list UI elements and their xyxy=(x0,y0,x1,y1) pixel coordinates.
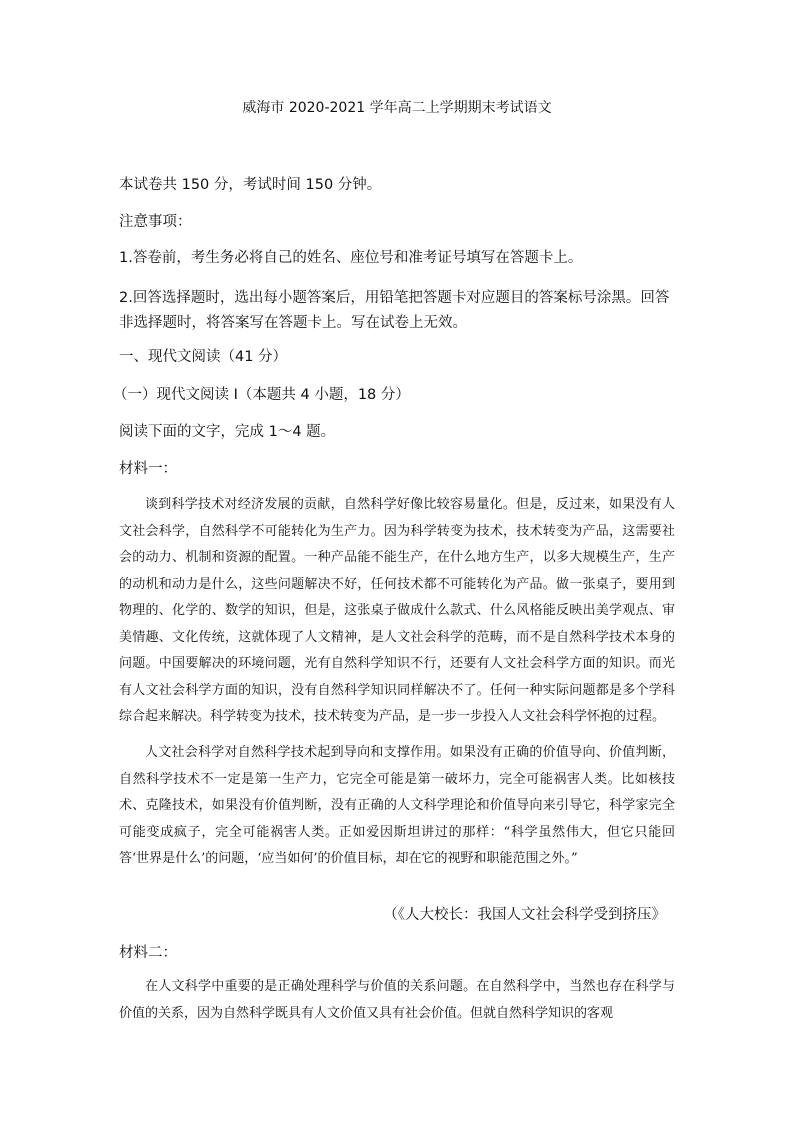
material-2-paragraph-1: 在人文科学中重要的是正确处理科学与价值的关系问题。在自然科学中，当然也存在科学与价值的关系，因为自然科学既具有人文价值又具有社会价值。但就自然科学知识的客观 xyxy=(119,979,675,1021)
material-1-source: （《人大校长：我国人文社会科学受到挤压》 xyxy=(383,907,666,923)
notice-item-2: 2.回答选择题时，选出每小题答案后，用铅笔把答题卡对应题目的答案标号涂黑。回答非选择题时，将答案写在答题卡上。写在试卷上无效。 xyxy=(119,290,670,331)
notice-heading: 注意事项： xyxy=(119,214,192,230)
subsection-heading: （一）现代文阅读 Ⅰ（本题共 4 小题，18 分） xyxy=(113,387,410,403)
material-2-label: 材料二： xyxy=(119,945,177,961)
material-1-paragraph-1: 谈到科学技术对经济发展的贡献，自然科学好像比较容易量化。但是，反过来，如果没有人文社会科学，自然科学不可能转化为生产力。因为科学转变为技术，技术转变为产品，这需要社会的动力、机制和资源的配置。一种产品能不能生产，在什么地方生产，以多大规模生产，生产的动机和动力是什么，这些问题解决不好，任何技术都不可能转化为产品。做一张桌子，要用到物理的、化学的、数学的知识，但是，这张桌子做成什么款式、什么风格能反映出美学观点、审美情趣、文化传统，这就体现了人文精神，是人文社会科学的范畴，而不是自然科学技术本身的问题。中国要解决的环境问题，光有自然科学知识不行，还要有人文社会科学方面的知识。而光有人文社会科学方面的知识，没有自然科学知识同样解决不了。任何一种实际问题都是多个学科综合起来解决。科学转变为技术，技术转变为产品，是一步一步投入人文社会科学怀抱的过程。 xyxy=(119,497,675,724)
material-1-label: 材料一： xyxy=(119,461,177,477)
section-heading: 一、现代文阅读（41 分） xyxy=(119,349,288,365)
material-1-paragraph-2: 人文社会科学对自然科学技术起到导向和支撑作用。如果没有正确的价值导向、价值判断，自然科学技术不一定是第一生产力，它完全可能是第一破坏力，完全可能祸害人类。比如核技术、克隆技术，如果没有价值判断，没有正确的人文科学理论和价值导向来引导它，科学家完全可能变成疯子，完全可能祸害人类。正如爱因斯坦讲过的那样：“科学虽然伟大，但它只能回答‘世界是什么’的问题，‘应当如何’的价值目标，却在它的视野和职能范围之外。” xyxy=(119,745,675,866)
document-title: 威海市 2020-2021 学年高二上学期期末考试语文 xyxy=(242,100,552,116)
notice-item-1: 1.答卷前，考生务必将自己的姓名、座位号和准考证号填写在答题卡上。 xyxy=(119,250,583,266)
reading-instruction: 阅读下面的文字，完成 1～4 题。 xyxy=(119,424,336,440)
exam-info: 本试卷共 150 分，考试时间 150 分钟。 xyxy=(119,177,382,193)
